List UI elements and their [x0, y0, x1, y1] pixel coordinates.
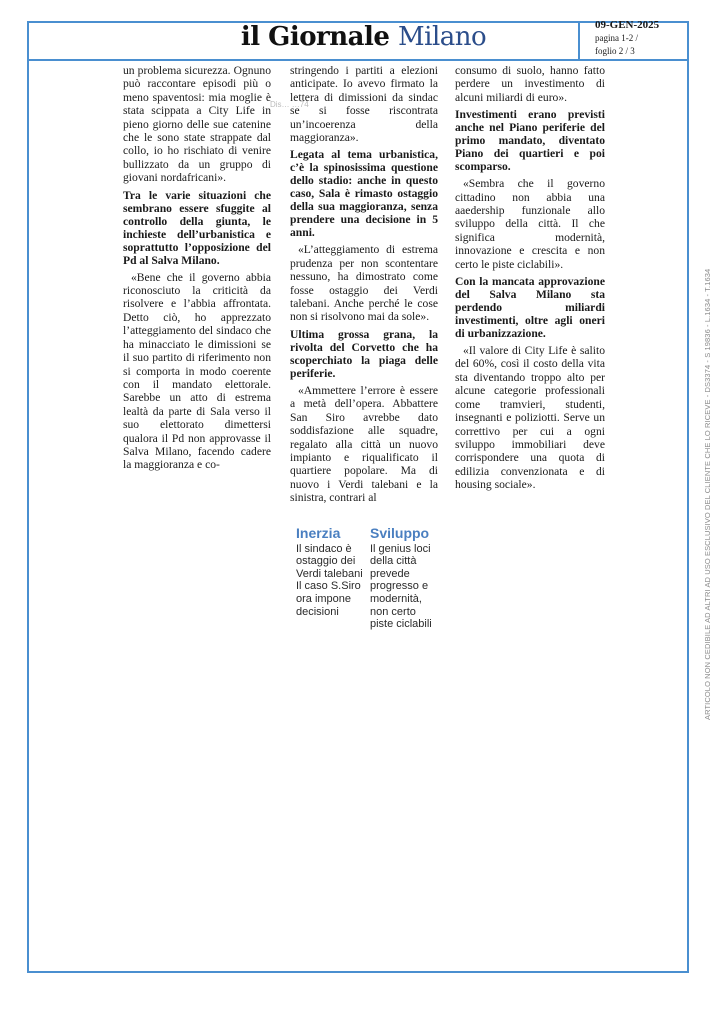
paragraph: «Sembra che il governo cittadino non abbia una aaedership funzionale allo sviluppo della città. Il che significa modernità, innovazione e crescita e non certo le piste ciclabili». [455, 177, 605, 271]
paragraph: «L’atteggiamento di estrema prudenza per non scontentare nessuno, ha dimostrato come fosse ostaggio dei Verdi talebani. Anche perché le cose non si risolvono mai da sole». [290, 243, 438, 324]
article-column-2 [290, 64, 438, 505]
sidebar-box-sviluppo [370, 527, 440, 631]
article-column-1 [123, 64, 271, 472]
issue-date: 09-GEN-2025 [595, 19, 660, 31]
sidebar-text: Il genius loci della città prevede progresso e modernità, non certo piste ciclabili [370, 542, 432, 631]
sidebar-title: Inerzia [296, 525, 341, 541]
sidebar-title: Sviluppo [370, 525, 430, 541]
watermark: Dis… …74 [270, 100, 309, 109]
sidebar-box-inerzia [296, 527, 366, 618]
interview-question: Legata al tema urbanistica, c’è la spinosissima questione dello stadio: anche in questo caso, Sala è rimasto ostaggio della sua maggioranza, senza prendere una decisione in 5 anni. [290, 148, 438, 240]
interview-question: Con la mancata approvazione del Salva Milano sta perdendo miliardi investimenti, oltre agli oneri di urbanizzazione. [455, 275, 605, 341]
paragraph: consumo di suolo, hanno fatto perdere un investimento di alcuni miliardi di euro». [455, 64, 605, 104]
sidebar-text: Il sindaco è ostaggio dei Verdi talebani Il caso S.Siro ora impone decisioni [296, 542, 363, 618]
copyright-side-note: ARTICOLO NON CEDIBILE AD ALTRI AD USO ESCLUSIVO DEL CLIENTE CHE LO RICEVE - DS3374 - S 19836 - L.1634 - T.1634 [703, 268, 712, 720]
interview-question: Investimenti erano previsti anche nel Piano periferie del primo mandato, diventato Piano dei quartieri e poi scomparso. [455, 108, 605, 174]
page-number: pagina 1-2 / [595, 33, 638, 43]
interview-question: Ultima grossa grana, la rivolta del Corvetto che ha scoperchiato la piaga delle periferie. [290, 327, 438, 380]
paragraph: «Il valore di City Life è salito del 60%, così il costo della vita sta diventando troppo alto per alcune categorie professionali come tramvieri, studenti, insegnanti e poliziotti. Serve un correttivo per cui a ogni sviluppo immobiliari deve corrispondere una quota di edilizia convenzionata e di housing sociale». [455, 344, 605, 492]
sheet-number: foglio 2 / 3 [595, 46, 635, 56]
paragraph: «Bene che il governo abbia riconosciuto la criticità da risolvere e l’abbia affrontata. Detto ciò, ho apprezzato l’atteggiamento del sindaco che ha minacciato le dimissioni se il suo partito di riferimento non si comporta in modo coerente con il mandato elettorale. Sarebbe un atto di estrema lealtà da parte di Sala verso il suo elettorato dimettersi qualora il Pd non approvasse il Salva Milano, facendo cadere la maggioranza e co- [123, 270, 271, 472]
paragraph: «Ammettere l’errore è essere a metà dell’opera. Abbattere San Siro avrebbe dato soddisfazione alle squadre, regalato alla città un nuovo impianto e riqualificato il quartiere popolare. Ma di nuovo i Verdi talebani e la sinistra, contrari al [290, 383, 438, 505]
masthead-title: il Giornale [240, 22, 390, 52]
interview-question: Tra le varie situazioni che sembrano essere sfuggite al controllo della giunta, le inchieste dell’urbanistica e soprattutto l’opposizione del Pd al Salva Milano. [123, 188, 271, 267]
masthead-city: Milano [398, 22, 487, 52]
paragraph: stringendo i partiti a elezioni anticipate. Io avevo firmato la lettera di dimissioni da sindac se si fosse riscontrata un’incoerenza della maggioranza». [290, 64, 438, 145]
paragraph: un problema sicurezza. Ognuno può raccontare episodi più o meno spaventosi: mia moglie è stata scippata a City Life in pieno giorno delle sue catenine che le sono state strappate dal collo, io ho rischiato di venire bullizzato da un gruppo di giovani nordafricani». [123, 64, 271, 185]
article-column-3 [455, 64, 605, 492]
